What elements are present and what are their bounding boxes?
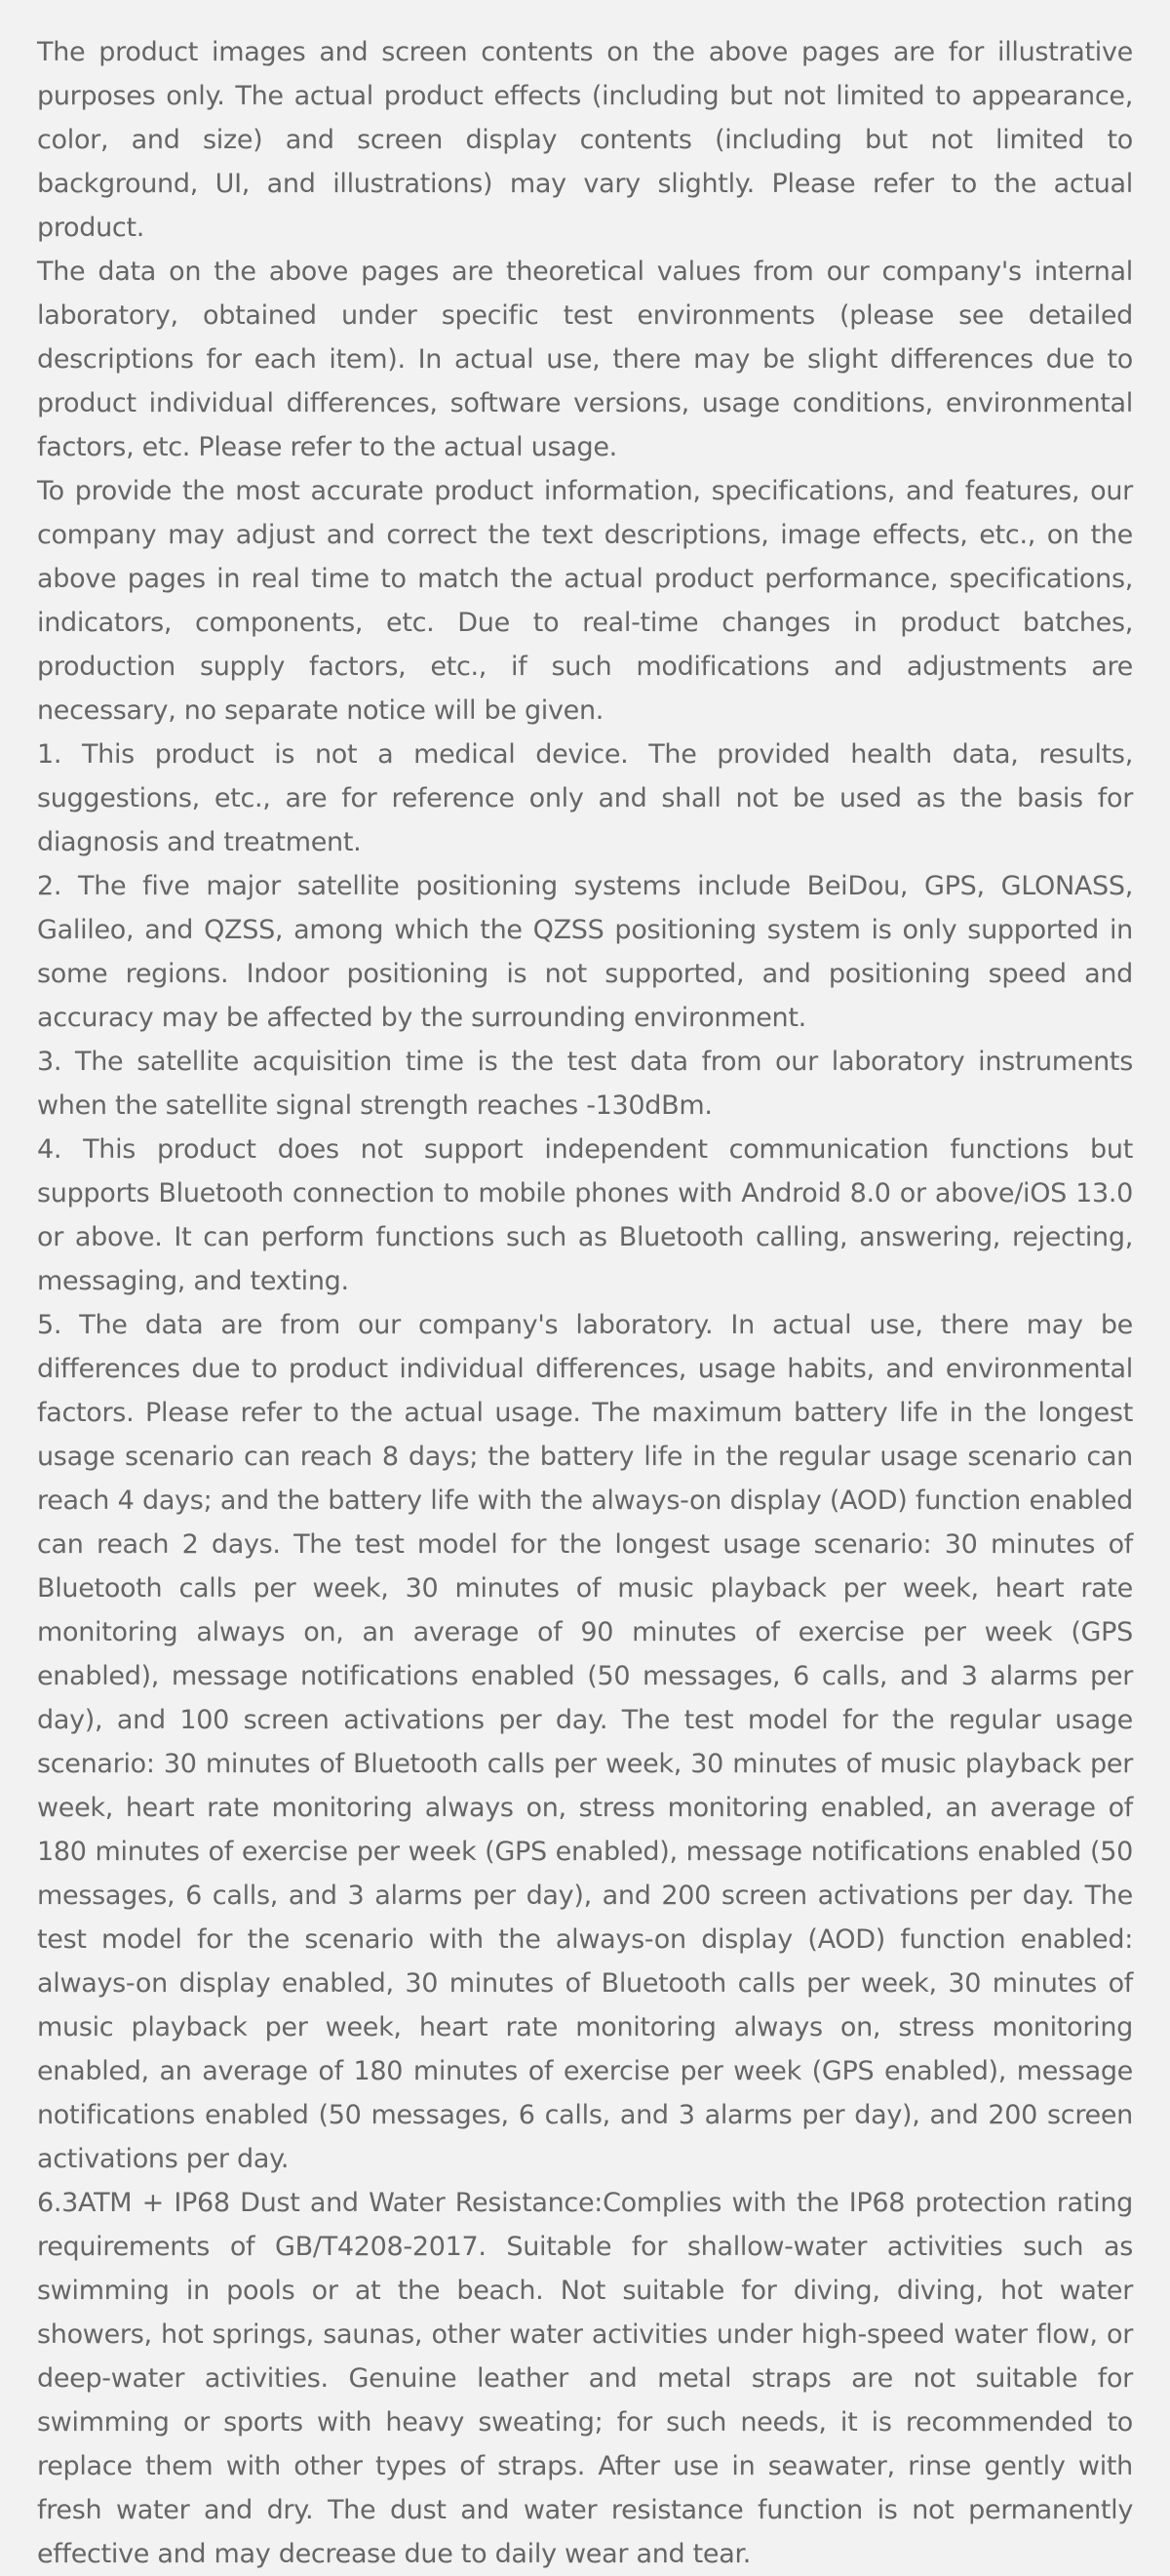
disclaimer-adjustments: To provide the most accurate product information, specifications, and features, our company may adjust and correct the text descriptions, image effects, etc., on the above pages in real time to match the actual product performance, specifications, indicators, components, etc. Due to real-time changes in product batches, production supply factors, etc., if such modifications and adjustments are necessary, no separate notice will be given. — [37, 476, 1133, 726]
note-water-resistance: 6.3ATM + IP68 Dust and Water Resistance:Complies with the IP68 protection rating requirements of GB/T4208-2017. Suitable for shallow-water activities such as swimming in pools or at the beach. Not suitable for diving, diving, hot water showers, hot springs, saunas, other water activities under high-speed water flow, or deep-water activities. Genuine leather and metal straps are not suitable for swimming or sports with heavy sweating; for such needs, it is recommended to replace them with other types of straps. After use in seawater, rinse gently with fresh water and dry. The dust and water resistance function is not permanently effective and may decrease due to daily wear and tear. — [37, 2188, 1133, 2569]
note-bluetooth-calling: 4. This product does not support independent communication functions but supports Bluetooth connection to mobile phones with Android 8.0 or above/iOS 13.0 or above. It can perform functions such as Bluetooth calling, answering, rejecting, messaging, and texting. — [37, 1134, 1133, 1296]
note-medical-device: 1. This product is not a medical device. The provided health data, results, suggestions, etc., are for reference only and shall not be used as the basis for diagnosis and treatment. — [37, 739, 1133, 857]
disclaimer-illustrative: The product images and screen contents on the above pages are for illustrative purposes only. The actual product effects (including but not limited to appearance, color, and size) and screen display contents (including but not limited to background, UI, and illustrations) may vary slightly. Please refer to the actual product. — [37, 37, 1133, 243]
disclaimer-lab-data: The data on the above pages are theoretical values from our company's internal laboratory, obtained under specific test environments (please see detailed descriptions for each item). In actual use, there may be slight differences due to product individual differences, software versions, usage conditions, environmental factors, etc. Please refer to the actual usage. — [37, 257, 1133, 462]
note-battery-life: 5. The data are from our company's laboratory. In actual use, there may be differences due to product individual differences, usage habits, and environmental factors. Please refer to the actual usage. The maximum battery life in the longest usage scenario can reach 8 days; the battery life in the regular usage scenario can reach 4 days; and the battery life with the always-on display (AOD) function enabled can reach 2 days. The test model for the longest usage scenario: 30 minutes of Bluetooth calls per week, 30 minutes of music playback per week, heart rate monitoring always on, an average of 90 minutes of exercise per week (GPS enabled), message notifications enabled (50 messages, 6 calls, and 3 alarms per day), and 100 screen activations per day. The test model for the regular usage scenario: 30 minutes of Bluetooth calls per week, 30 minutes of music playback per week, heart rate monitoring always on, stress monitoring enabled, an average of 180 minutes of exercise per week (GPS enabled), message notifications enabled (50 messages, 6 calls, and 3 alarms per day), and 200 screen activations per day. The test model for the scenario with the always-on display (AOD) function enabled: always-on display enabled, 30 minutes of Bluetooth calls per week, 30 minutes of music playback per week, heart rate monitoring always on, stress monitoring enabled, an average of 180 minutes of exercise per week (GPS enabled), message notifications enabled (50 messages, 6 calls, and 3 alarms per day), and 200 screen activations per day. — [37, 1310, 1133, 2174]
note-satellite-positioning: 2. The five major satellite positioning systems include BeiDou, GPS, GLONASS, Galileo, and QZSS, among which the QZSS positioning system is only supported in some regions. Indoor positioning is not supported, and positioning speed and accuracy may be affected by the surrounding environment. — [37, 871, 1133, 1033]
note-satellite-acquisition: 3. The satellite acquisition time is the test data from our laboratory instruments when the satellite signal strength reaches -130dBm. — [37, 1047, 1133, 1121]
